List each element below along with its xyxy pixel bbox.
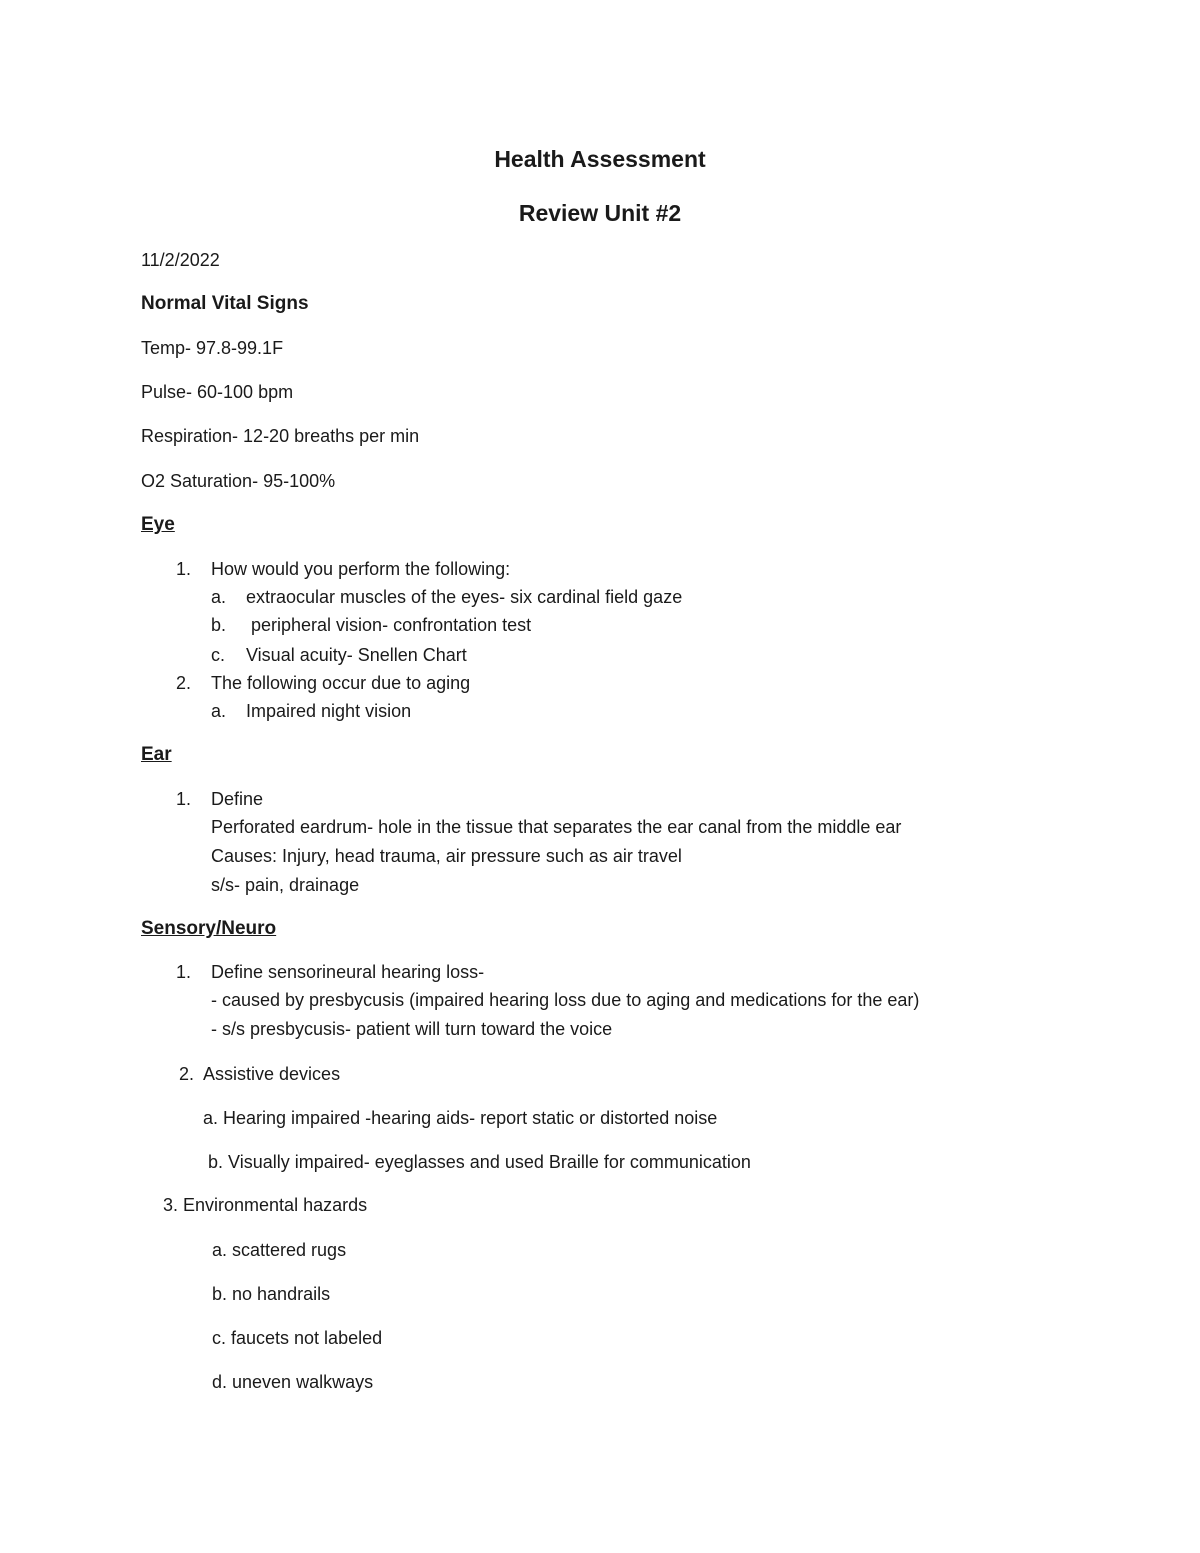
neuro-heading: Sensory/Neuro [141,918,277,939]
eye-q2-a-marker: a. [211,701,227,721]
ear-heading: Ear [141,744,172,765]
eye-q1-b-marker: b. [211,615,227,635]
neuro-q2-label: 2. Assistive devices [179,1064,341,1084]
document-subtitle: Review Unit #2 [518,200,682,226]
eye-q1-b-text: peripheral vision- confrontation test [246,615,532,635]
ear-definition: Perforated eardrum- hole in the tissue that separates the ear canal from the middle ear [211,817,902,837]
neuro-q2-a: a. Hearing impaired -hearing aids- report static or distorted noise [203,1108,718,1128]
vitals-heading: Normal Vital Signs [141,293,309,314]
eye-q1-a-text: extraocular muscles of the eyes- six cardinal field gaze [246,587,683,607]
vital-temp: Temp- 97.8-99.1F [141,338,284,358]
ear-causes: Causes: Injury, head trauma, air pressure such as air travel [211,846,682,866]
eye-q1-a-marker: a. [211,587,227,607]
neuro-q1-number: 1. [176,962,192,982]
hazard-walkways: d. uneven walkways [212,1372,374,1392]
neuro-q2-b: b. Visually impaired- eyeglasses and used Braille for communication [208,1152,751,1172]
neuro-q1-symptoms: - s/s presbycusis- patient will turn toward the voice [211,1019,613,1039]
eye-q2-a-text: Impaired night vision [246,701,412,721]
eye-heading: Eye [141,514,175,535]
document-date: 11/2/2022 [141,250,220,270]
eye-q2-number: 2. [176,673,192,693]
ear-q1-text: Define [211,789,264,809]
vital-respiration: Respiration- 12-20 breaths per min [141,426,420,446]
neuro-q3-label: 3. Environmental hazards [163,1195,368,1215]
ear-symptoms: s/s- pain, drainage [211,875,360,895]
eye-q1-number: 1. [176,559,192,579]
eye-q1-c-text: Visual acuity- Snellen Chart [246,645,467,665]
hazard-rugs: a. scattered rugs [212,1240,347,1260]
eye-q1-c-marker: c. [211,645,226,665]
vital-pulse: Pulse- 60-100 bpm [141,382,294,402]
ear-q1-number: 1. [176,789,192,809]
hazard-faucets: c. faucets not labeled [212,1328,383,1348]
vital-o2: O2 Saturation- 95-100% [141,471,336,491]
neuro-q1-text: Define sensorineural hearing loss- [211,962,485,982]
neuro-q1-cause: - caused by presbycusis (impaired hearing loss due to aging and medications for the ear) [211,990,920,1010]
hazard-handrails: b. no handrails [212,1284,331,1304]
eye-q2-text: The following occur due to aging [211,673,471,693]
eye-q1-text: How would you perform the following: [211,559,511,579]
document-title: Health Assessment [494,146,706,172]
